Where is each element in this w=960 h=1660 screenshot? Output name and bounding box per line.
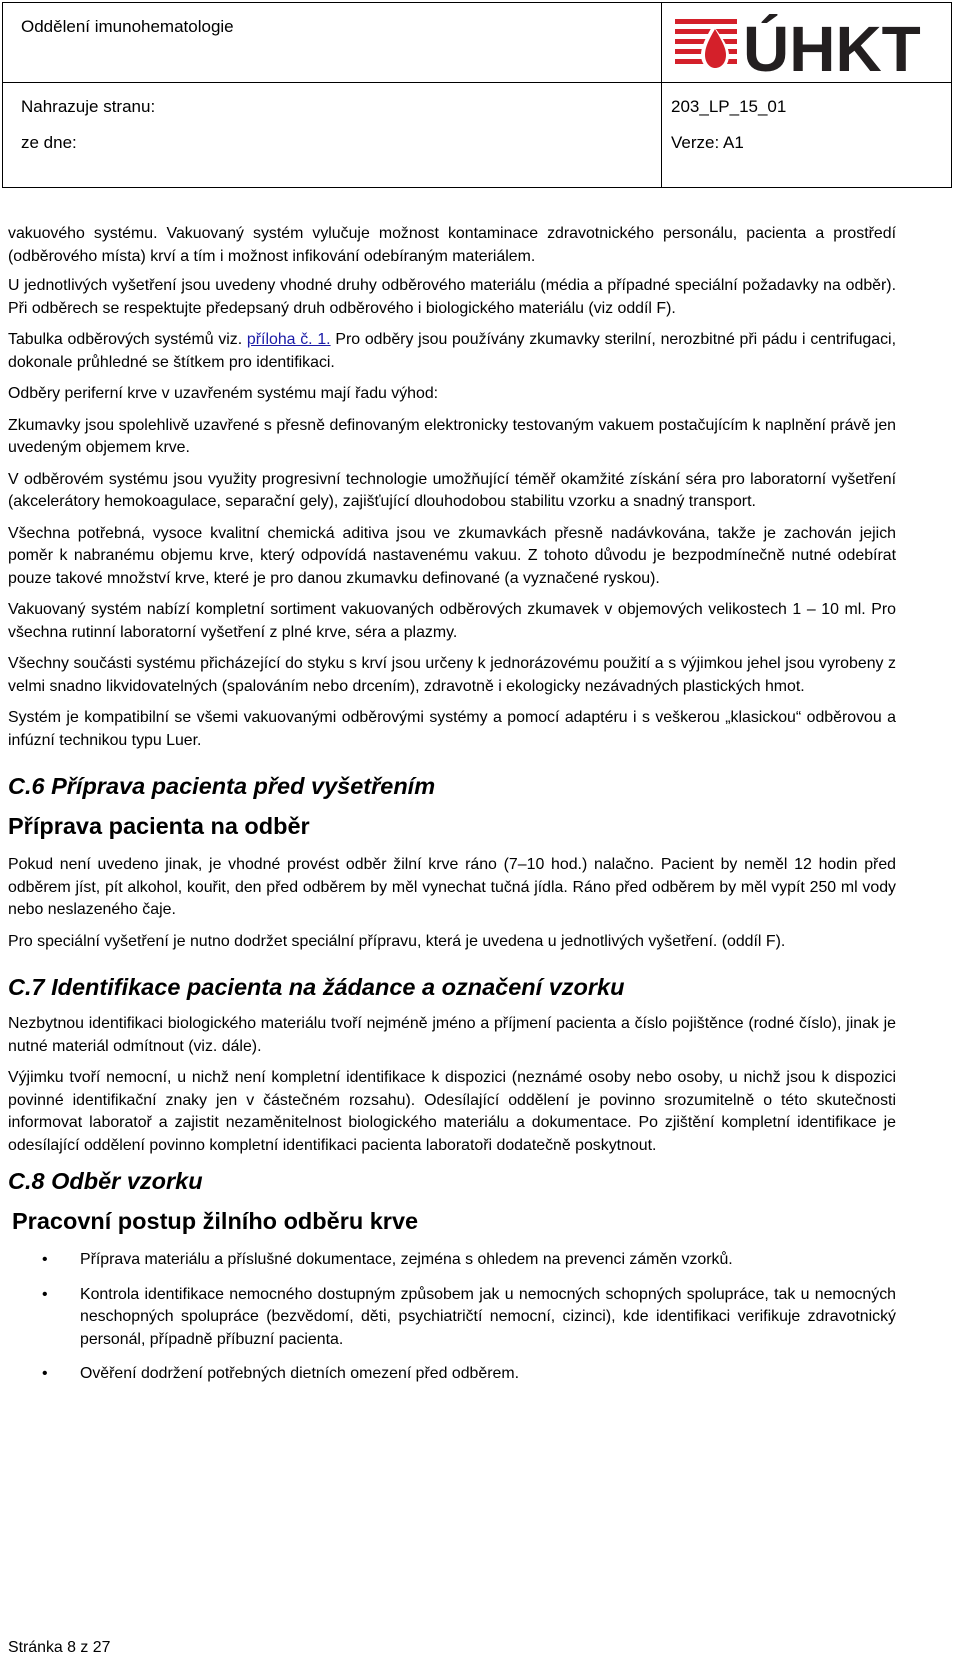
- paragraph-disposable: Všechny součásti systému přicházející do styku s krví jsou určeny k jednorázovému použití a s výjimkou jehel jsou vyrobeny z velmi snadno likvidovatelných (spalováním nebo drcením), zdravotně i ekologicky nezávadných plastických hmot.: [8, 655, 896, 695]
- bullet-icon: •: [42, 1365, 48, 1382]
- paragraph-compatibility: Systém je kompatibilní se všemi vakuovanými odběrovými systémy a pomocí adaptéru i s veškerou „klasickou“ odběrovou a infúzní technikou typu Luer.: [8, 709, 896, 749]
- paragraph-assortment: Vakuovaný systém nabízí kompletní sortiment vakuovaných odběrových zkumavek v objemových velikostech 1 – 10 ml. Pro všechna rutinní laboratorní vyšetření z plné krve, séra a plazmy.: [8, 601, 896, 641]
- page-number: Stránka 8 z 27: [8, 1639, 111, 1656]
- section-heading-c6: C.6 Příprava pacienta před vyšetřením: [8, 773, 436, 799]
- subheading-venous-procedure: Pracovní postup žilního odběru krve: [12, 1208, 419, 1234]
- paragraph-identification-exception: Výjimku tvoří nemocní, u nichž není kompletní identifikace k dispozici (neznámé osoby nebo osoby, u nichž jsou k dispozici povinné identifikační znaky jen v částečném rozsahu). Odesílající oddělení je povinno srozumitelně o této skutečnosti informovat laboratoř a zajistit nezaměnitelnost biologického materiálu a dokumentace. Po zjištění kompletní identifikace je odesílající oddělení povinno kompletní identifikaci pacienta laboratoři dodatečně poskytnout.: [8, 1069, 896, 1154]
- paragraph-vacuum-system: vakuového systému. Vakuovaný systém vylučuje možnost kontaminace zdravotnického personálu, pacienta a prostředí (odběrového místa) krví a tím i možnost infikování odebíraným materiálem.: [8, 225, 896, 265]
- header-divider-horizontal: [3, 82, 951, 83]
- uhkt-logo: [675, 5, 945, 81]
- list-item: [8, 1249, 896, 1272]
- paragraph-material-types: U jednotlivých vyšetření jsou uvedeny vhodné druhy odběrového materiálu (média a případné speciální požadavky na odběr). Při odběrech se respektujte předepsaný druh odběrového i biologického materiálu (viz oddíl F).: [8, 277, 896, 317]
- bullet-icon: •: [42, 1285, 48, 1303]
- paragraph-text: Tabulka odběrových systémů viz.: [8, 331, 247, 348]
- paragraph-collection-systems: [8, 329, 896, 374]
- list-item-text: Ověření dodržení potřebných dietních omezení před odběrem.: [80, 1365, 520, 1382]
- list-item: [8, 1284, 896, 1352]
- procedure-list: [8, 1249, 896, 1386]
- bullet-icon: •: [42, 1251, 48, 1268]
- logo-emblem-icon: [675, 19, 737, 71]
- paragraph-fasting: Pokud není uvedeno jinak, je vhodné provést odběr žilní krve ráno (7–10 hod.) nalačno. Pacient by neměl 12 hodin před odběrem jíst, pít alkohol, kouřit, den před odběrem by měl vynechat tučná jídla. Ráno před odběrem by měl vypít 250 ml vody nebo neslazeného čaje.: [8, 856, 896, 918]
- replaces-page-label: Nahrazuje stranu:: [21, 97, 156, 116]
- list-item-text: Kontrola identifikace nemocného dostupným způsobem jak u nemocných schopných spolupráce, tak u nemocných neschopných spolupráce (bezvědomí, děti, psychiatričtí nemocní, cizinci), kde identifikaci verifikuje zdravotnický personál, případně příbuzní pacienta.: [80, 1285, 896, 1348]
- subheading-patient-preparation: Příprava pacienta na odběr: [8, 813, 310, 839]
- paragraph-tubes-closed: Zkumavky jsou spolehlivě uzavřené s přesně definovaným elektronicky testovaným vakuem postačujícím k naplnění právě jen uvedeným objemem krve.: [8, 416, 896, 456]
- list-item-text: Příprava materiálu a příslušné dokumentace, zejména s ohledem na prevenci záměn vzorků.: [80, 1251, 733, 1268]
- logo-text: ÚHKT: [743, 13, 921, 81]
- list-item: [8, 1363, 896, 1386]
- paragraph-technology: V odběrovém systému jsou využity progresivní technologie umožňující téměř okamžité získání séra pro laboratorní vyšetření (akcelerátory hemokoagulace, separační gely), zajišťující dlouhodobou stabilitu vzorku a snadný transport.: [8, 470, 896, 510]
- department-name: Oddělení imunohematologie: [21, 17, 234, 36]
- document-body: [8, 223, 896, 1398]
- appendix-link[interactable]: příloha č. 1.: [246, 331, 331, 348]
- section-heading-c7: C.7 Identifikace pacienta na žádance a označení vzorku: [8, 974, 625, 1000]
- document-version: Verze: A1: [671, 133, 744, 152]
- document-header: [2, 2, 952, 188]
- paragraph-additives: Všechna potřebná, vysoce kvalitní chemická aditiva jsou ve zkumavkách přesně nadávkována, takže je zachován jejich poměr k nabranému objemu krve, který odpovídá nastavenému vakuu. Z tohoto důvodu je bezpodmínečně nutné odebírat pouze takové množství krve, které je pro danou zkumavku definované (a vyznačené ryskou).: [8, 524, 896, 587]
- section-heading-c8: C.8 Odběr vzorku: [8, 1168, 203, 1194]
- paragraph-advantages-intro: Odběry periferní krve v uzavřeném systému mají řadu výhod:: [8, 385, 439, 402]
- paragraph-identification: Nezbytnou identifikaci biologického materiálu tvoří nejméně jméno a příjmení pacienta a číslo pojištěnce (rodné číslo), jinak je nutné materiál odmítnout (viz. dále).: [8, 1015, 896, 1055]
- header-divider-vertical: [661, 3, 662, 187]
- paragraph-text: Pro odběry jsou používány zkumavky sterilní, nerozbitné při pádu i centrifugaci, dokonale průhledné se štítkem pro identifikaci.: [8, 331, 896, 371]
- paragraph-special-preparation: Pro speciální vyšetření je nutno dodržet speciální přípravu, která je uvedena u jednotlivých vyšetření. (oddíl F).: [8, 932, 786, 950]
- document-code: 203_LP_15_01: [671, 97, 787, 116]
- from-date-label: ze dne:: [21, 133, 77, 152]
